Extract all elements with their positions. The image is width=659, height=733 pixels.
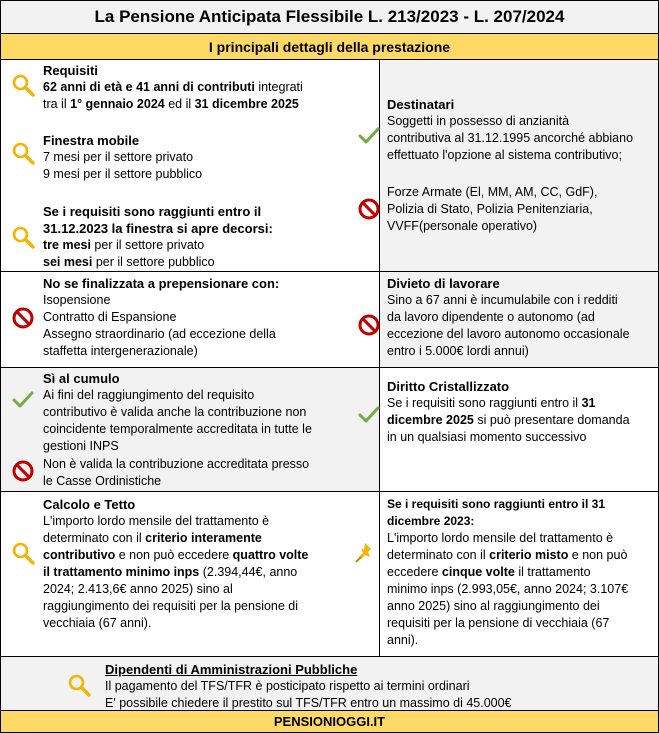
search-icon: [67, 673, 91, 697]
text-no_finalizzata-lines-3: staffetta intergenerazionale): [43, 344, 198, 358]
text-requisiti-line2_d: 31 dicembre 2025: [194, 97, 299, 111]
text-cristallizzato-l1_a: Se i requisiti sono raggiunti entro il: [387, 396, 582, 410]
text-divieto-lines-1: da lavoro dipendente o autonomo (ad: [387, 310, 595, 324]
text-cumulo-lines-1: contributivo è valida anche la contribuzione non: [43, 405, 307, 419]
search-icon: [11, 225, 35, 249]
calcolo-block: [43, 496, 377, 632]
text-no_finalizzata-lines-2: Assegno straordinario (ad eccezione della: [43, 327, 276, 341]
text-destinatari-lines-1: contributiva al 31.12.1995 ancorché abbiano: [387, 131, 634, 145]
text-destinatari-excluded-1: Polizia di Stato, Polizia Penitenziaria,: [387, 202, 593, 216]
text-calcolo2023-l2_a: determinato con il: [387, 548, 490, 562]
text-cristallizzato-heading: Diritto Cristallizzato: [387, 379, 510, 394]
text-calcolo-l5: 2024; 2.413,6€ anno 2025) sino al: [43, 582, 233, 596]
prohibited-icon: [357, 313, 381, 337]
text-finestra2023-l1_bold: tre mesi: [43, 238, 91, 252]
text-calcolo2023-l2_c: e non può: [568, 548, 628, 562]
text-cumulo-heading: Sì al cumulo: [43, 371, 120, 386]
finestra-block: [43, 132, 377, 183]
text-requisiti-line1_bold: 62 anni di età e 41 anni di contributi: [43, 80, 255, 94]
cristallizzato-block: [387, 378, 655, 446]
text-finestra2023-l2_bold: sei mesi: [43, 255, 93, 269]
text-destinatari-excluded-0: Forze Armate (El, MM, AM, CC, GdF),: [387, 185, 598, 199]
prohibited-icon: [11, 306, 35, 330]
text-calcolo2023-heading1: Se i requisiti sono raggiunti entro il 31: [387, 497, 606, 511]
text-finestra2023-l2_rest: per il settore pubblico: [92, 255, 215, 269]
destinatari-block: [387, 96, 655, 164]
text-no_finalizzata-lines-1: Contratto di Espansione: [43, 310, 177, 324]
prohibited-icon: [357, 197, 381, 221]
text-divieto-lines-3: entro i 5.000€ lordi annui): [387, 344, 529, 358]
text-calcolo2023-l3_c: il trattamento: [514, 565, 591, 579]
text-cristallizzato-l2_a: dicembre 2025: [387, 413, 474, 427]
text-finestra2023-heading2: 31.12.2023 la finestra si apre decorsi:: [43, 221, 273, 236]
text-dipendenti-l1: Il pagamento del TFS/TFR è posticipato rispetto ai termini ordinari: [105, 679, 470, 693]
prohibited-icon: [11, 459, 35, 483]
text-calcolo-l4_a: il trattamento minimo inps: [43, 565, 200, 579]
text-calcolo-l3_b: e non può eccedere: [115, 548, 233, 562]
text-finestra-line1: 7 mesi per il settore privato: [43, 150, 194, 164]
text-cumulo-lines-0: Ai fini del raggiungimento del requisito: [43, 388, 255, 402]
text-requisiti-line1_rest: integrati: [254, 80, 303, 94]
text-no_finalizzata-heading: No se finalizzata a prepensionare con:: [43, 276, 280, 291]
destinatari-excluded: [387, 184, 655, 235]
text-calcolo-l3_a: contributivo: [43, 548, 116, 562]
page-title: La Pensione Anticipata Flessibile L. 213/2023 - L. 207/2024: [1, 1, 658, 34]
finestra-2023-block: [43, 203, 377, 271]
requisiti-block: [43, 62, 377, 113]
text-calcolo2023-l3_a: eccedere: [387, 565, 442, 579]
text-calcolo-l2_a: determinato con il: [43, 531, 146, 545]
text-destinatari-lines-2: effettuato l'opzione al sistema contributivo;: [387, 148, 622, 162]
requisiti-heading: Requisiti: [43, 63, 98, 78]
text-cumulo-lines-3: gestioni INPS: [43, 439, 119, 453]
text-calcolo2023-l1: L'importo lordo mensile del trattamento è: [387, 531, 614, 545]
footer-brand: PENSIONIOGGI.IT: [1, 710, 658, 732]
text-cumulo-no_lines-0: Non è valida la contribuzione accreditata presso: [43, 457, 310, 471]
text-cristallizzato-l3: in un qualsiasi momento successivo: [387, 430, 587, 444]
text-calcolo-l4_b: (2.394,44€, anno: [199, 565, 298, 579]
text-calcolo-l6: raggiungimento dei requisiti per la pensione di: [43, 599, 299, 613]
text-dipendenti-heading: Dipendenti di Amministrazioni Pubbliche: [105, 662, 358, 677]
text-cumulo-no_lines-1: le Casse Ordinistiche: [43, 474, 162, 488]
text-calcolo2023-l5: anno 2025) sino al raggiungimento dei: [387, 599, 600, 613]
destinatari-heading: Destinatari: [387, 97, 455, 112]
check-icon: [357, 402, 381, 426]
calcolo-2023-block: [387, 496, 657, 649]
text-no_finalizzata-lines-0: Isopensione: [43, 293, 111, 307]
text-calcolo2023-l2_b: criterio misto: [489, 548, 569, 562]
text-cumulo-lines-2: coincidente temporalmente accreditata in tutte le: [43, 422, 312, 436]
cumulo-block: [43, 370, 377, 455]
search-icon: [11, 541, 35, 565]
pushpin-icon: [353, 541, 377, 565]
text-calcolo2023-l7: anni).: [387, 633, 419, 647]
check-icon: [11, 387, 35, 411]
text-calcolo2023-l3_b: cinque volte: [441, 565, 515, 579]
text-calcolo2023-l6: requisiti per la pensione di vecchiaia (67: [387, 616, 610, 630]
text-calcolo-l1: L'importo lordo mensile del trattamento è: [43, 514, 270, 528]
text-divieto-lines-0: Sino a 67 anni è incumulabile con i redditi: [387, 293, 618, 307]
text-calcolo2023-l4: minimo inps (2.993,05€, anno 2024; 3.107€: [387, 582, 629, 596]
text-requisiti-line2_b: 1° gennaio 2024: [70, 97, 165, 111]
text-finestra-line2: 9 mesi per il settore pubblico: [43, 167, 203, 181]
text-requisiti-line2_a: tra il: [43, 97, 71, 111]
text-finestra2023-heading1: Se i requisiti sono raggiunti entro il: [43, 204, 262, 219]
cumulo-exception: [43, 456, 377, 490]
text-requisiti-line2_c: ed il: [164, 97, 195, 111]
no-finalizzata-block: [43, 275, 377, 360]
divieto-block: [387, 275, 655, 360]
text-finestra2023-l1_rest: per il settore privato: [90, 238, 205, 252]
search-icon: [11, 141, 35, 165]
text-calcolo-l7: vecchiaia (67 anni).: [43, 616, 152, 630]
text-calcolo-l3_c: quattro volte: [232, 548, 309, 562]
check-icon: [357, 123, 381, 147]
text-calcolo-l2_b: criterio interamente: [145, 531, 262, 545]
search-icon: [11, 73, 35, 97]
text-cristallizzato-l2_b: si può presentare domanda: [473, 413, 630, 427]
text-destinatari-excluded-2: VVFF(personale operativo): [387, 219, 538, 233]
text-dipendenti-l2: E' possibile chiedere il prestito sul TFS/TFR entro un massimo di 45.000€: [105, 696, 512, 710]
text-destinatari-lines-0: Soggetti in possesso di anzianità: [387, 114, 570, 128]
text-calcolo-heading: Calcolo e Tetto: [43, 497, 136, 512]
text-calcolo2023-heading2: dicembre 2023:: [387, 514, 475, 528]
finestra-heading: Finestra mobile: [43, 133, 140, 148]
page-subtitle: I principali dettagli della prestazione: [1, 34, 658, 60]
text-divieto-lines-2: eccezione del lavoro autonomo occasionale: [387, 327, 630, 341]
dipendenti-block: [105, 661, 655, 712]
text-divieto-heading: Divieto di lavorare: [387, 276, 500, 291]
text-cristallizzato-l1_b: 31: [581, 396, 596, 410]
